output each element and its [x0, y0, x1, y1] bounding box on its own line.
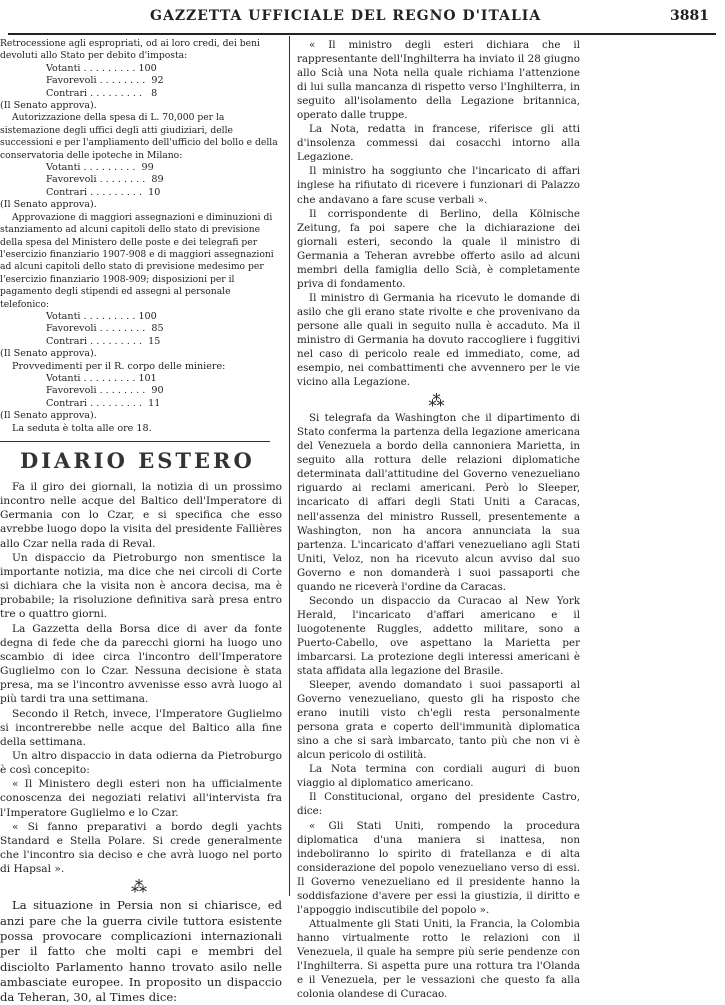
separator-asterism: ⁂ [131, 877, 151, 897]
vote-tally-line: Favorevoli . . . . . . . . 92 [46, 75, 164, 87]
article-paragraph: Un dispaccio da Pietroburgo non smentisce la importante notizia, ma dice che nei circoli di Corte si dichiara che la visita non è ancora decisa, ma è probabile; la risoluzione definitiva sarà presa entro tre o quattro giorni. [0, 551, 282, 621]
article-paragraph: La Nota termina con cordiali auguri di buon viaggio al diplomatico americano. [297, 763, 580, 790]
article-paragraph: Il corrispondente di Berlino, della Kölnische Zeitung, fa poi sapere che la dichiarazione dei giornali esteri, secondo la quale il ministro di Germania a Teheran avrebbe offerto asilo ad alcuni membri della famiglia dello Scià, è completamente priva di fondamento. [297, 207, 580, 290]
vote-tally-line: Favorevoli . . . . . . . . 85 [46, 323, 164, 335]
senate-record-line: (Il Senato approva). [0, 100, 97, 112]
senate-record-line: (Il Senato approva). [0, 199, 97, 211]
right-column [297, 38, 580, 1001]
senate-record-line: Approvazione di maggiori assegnazioni e diminuzioni di stanziamento ad alcuni capitoli dello stato di previsione della spesa del Ministero delle poste e dei telegrafi per l'esercizio finanziario 1907-908 e di maggiori assegnazioni ad alcuni capitoli dello stato di previsione medesimo per l'esercizio finanziario 1908-909; disposizioni per il pagamento degli stipendi ed assegni al personale telefonico: [0, 211, 274, 310]
header-rule [8, 33, 716, 35]
senate-record-line: (Il Senato approva). [0, 348, 97, 360]
section-title: DIARIO ESTERO [20, 448, 255, 473]
vote-tally-line: Votanti . . . . . . . . . 101 [46, 372, 157, 384]
senate-record-line: Retrocessione agli espropriati, od ai loro credi, dei beni devoluti allo Stato per debito d'imposta: [0, 38, 260, 62]
persia-continuation [297, 38, 580, 389]
senate-record-line: (Il Senato approva). [0, 410, 97, 422]
section-divider [0, 441, 270, 442]
vote-tally-line: Contrari . . . . . . . . . 15 [46, 335, 161, 347]
vote-tally-line: Votanti . . . . . . . . . 99 [46, 162, 154, 174]
article-paragraph: « Gli Stati Uniti, rompendo la procedura diplomatica d'una maniera si inattesa, non indeboliranno lo spirito di fratellanza e di alta considerazione del popolo venezueliano verso di essi. Il Governo venezueliano ed il presidente hanno la soddisfazione d'avere per essi la giustizia, il diritto e l'appoggio indiscutibile del popolo ». [297, 819, 580, 916]
separator-asterism: ⁂ [428, 391, 449, 411]
article-paragraph: Attualmente gli Stati Uniti, la Francia, la Colombia hanno virtualmente rotto le relazioni con il Venezuela, il quale ha sempre più serie pendenze con l'Inghilterra. Si aspetta pure una rottura tra l'Olanda e il Venezuela, per le vessazioni che questo fa alla colonia olandese di Curacao. [297, 917, 580, 1001]
article-paragraph: « Il ministro degli esteri dichiara che il rappresentante dell'Inghilterra ha inviato il 28 giugno allo Scià una Nota nella quale richiama l'attenzione di lui sulla mancanza di rispetto verso l'Inghilterra, in seguito all'isolamento della Legazione britannica, operato dalle truppe. [297, 39, 580, 122]
page-number: 3881 [670, 8, 709, 24]
venezuela-section [297, 411, 580, 1001]
article-paragraph: Secondo il Retch, invece, l'Imperatore Guglielmo si incontrerebbe nelle acque del Baltico alla fine della settimana. [0, 707, 282, 748]
diario-estero-body [0, 480, 282, 876]
article-paragraph: Il Constitucional, organo del presidente Castro, dice: [297, 791, 580, 818]
vote-tally-line: Votanti . . . . . . . . . 100 [46, 310, 157, 322]
article-paragraph: « Si fanno preparativi a bordo degli yachts Standard e Stella Polare. Si crede generalmente che l'incontro sia deciso e che avrà luogo nel porto di Hapsal ». [0, 820, 282, 876]
article-paragraph: Un altro dispaccio in data odierna da Pietroburgo è così concepito: [0, 749, 282, 777]
article-paragraph: « Il Ministero degli esteri non ha ufficialmente conoscenza dei negoziati relativi all'intervista fra l'Imperatore Guglielmo e lo Czar. [0, 778, 282, 819]
senate-record-line: Autorizzazione della spesa di L. 70,000 per la sistemazione degli uffici degli atti giudiziari, delle successioni e per l'ampliamento dell'ufficio del bollo e della conservatoria delle ipoteche in Milano: [0, 112, 278, 161]
senate-record-line: Provvedimenti per il R. corpo delle miniere: [12, 360, 226, 372]
article-paragraph: Fa il giro dei giornali, la notizia di un prossimo incontro nelle acque del Baltico dell'Imperatore di Germania con lo Czar, e si specifica che esso avrebbe luogo dopo la visita del presidente Fallières allo Czar nella rada di Reval. [0, 481, 282, 550]
article-paragraph: La Nota, redatta in francese, riferisce gli atti d'insolenza commessi dai cosacchi intorno alla Legazione. [297, 123, 580, 164]
article-paragraph: La Gazzetta della Borsa dice di aver da fonte degna di fede che da parecchi giorni ha luogo uno scambio di idee circa l'incontro dell'Imperatore Guglielmo con lo Czar. Nessuna decisione è stata presa, ma se l'incontro avvenisse esso avrà luogo al più tardi tra una settimana. [0, 622, 282, 706]
article-paragraph: Secondo un dispaccio da Curacao al New York Herald, l'incaricato d'affari americano e il luogotenente Ruggles, addetto militare, sono a Puerto-Cabello, ove aspettano la Marietta per imbarcarsi. La protezione degli interessi americani è stata affidata alla legazione del Brasile. [297, 594, 580, 678]
persia-paragraph: La situazione in Persia non si chiarisce, ed anzi pare che la guerra civile tuttora esistente possa provocare complicazioni internazionali per il fatto che molti capi e membri del disciolto Parlamento hanno trovato asilo nelle ambasciate europee. In proposito un dispaccio da Teheran, 30, al Times dice: [0, 898, 282, 1005]
column-divider [289, 36, 290, 896]
article-paragraph: Il ministro ha soggiunto che l'incaricato di affari inglese ha rifiutato di ricevere i funzionari di Palazzo che andavano a fare scuse verbali ». [297, 165, 580, 206]
senate-votes-section [0, 38, 282, 435]
left-column [0, 38, 282, 1005]
article-paragraph: Il ministro di Germania ha ricevuto le domande di asilo che gli erano state rivolte e che provenivano da persone alle quali in seguito nulla è accaduto. Ma il ministro di Germania ha dovuto raccogliere i fuggitivi nel caso di pericolo reale ed immediato, come, ad esempio, nei combattimenti che avvennero per le vie vicino alla Legazione. [297, 291, 580, 389]
vote-tally-line: Contrari . . . . . . . . . 8 [46, 87, 158, 99]
article-paragraph: Sleeper, avendo domandato i suoi passaporti al Governo venezueliano, questo gli ha risposto che erano inutili visto ch'egli resta personalmente persona grata e coperto dell'immunità diplomatica sino a che si sarà imbarcato, tanto più che non vi è alcun pericolo di ostilità. [297, 679, 580, 762]
vote-tally-line: Votanti . . . . . . . . . 100 [46, 62, 157, 74]
senate-record-line: La seduta è tolta alle ore 18. [12, 422, 152, 434]
vote-tally-line: Contrari . . . . . . . . . 10 [46, 186, 161, 198]
vote-tally-line: Favorevoli . . . . . . . . 89 [46, 174, 164, 186]
article-paragraph: Si telegrafa da Washington che il dipartimento di Stato conferma la partenza della legazione americana del Venezuela a bordo della cannoniera Marietta, in seguito alla rottura delle relazioni diplomatiche determinata dall'attitudine del Governo venezueliano riguardo ai reclami americani. Però lo Sleeper, incaricato di affari degli Stati Uniti a Caracas, nell'assenza del ministro Russell, presentemente a Washington, non ha ancora annunciata la sua partenza. L'incaricato d'affari venezueliano agli Stati Uniti, Veloz, non ha ricevuto alcun avviso dal suo Governo e non domanderà i suoi passaporti che quando ne riceverà l'ordine da Caracas. [297, 412, 580, 593]
page-title: GAZZETTA UFFICIALE DEL REGNO D'ITALIA [150, 8, 542, 24]
vote-tally-line: Favorevoli . . . . . . . . 90 [46, 385, 164, 397]
vote-tally-line: Contrari . . . . . . . . . 11 [46, 397, 161, 409]
